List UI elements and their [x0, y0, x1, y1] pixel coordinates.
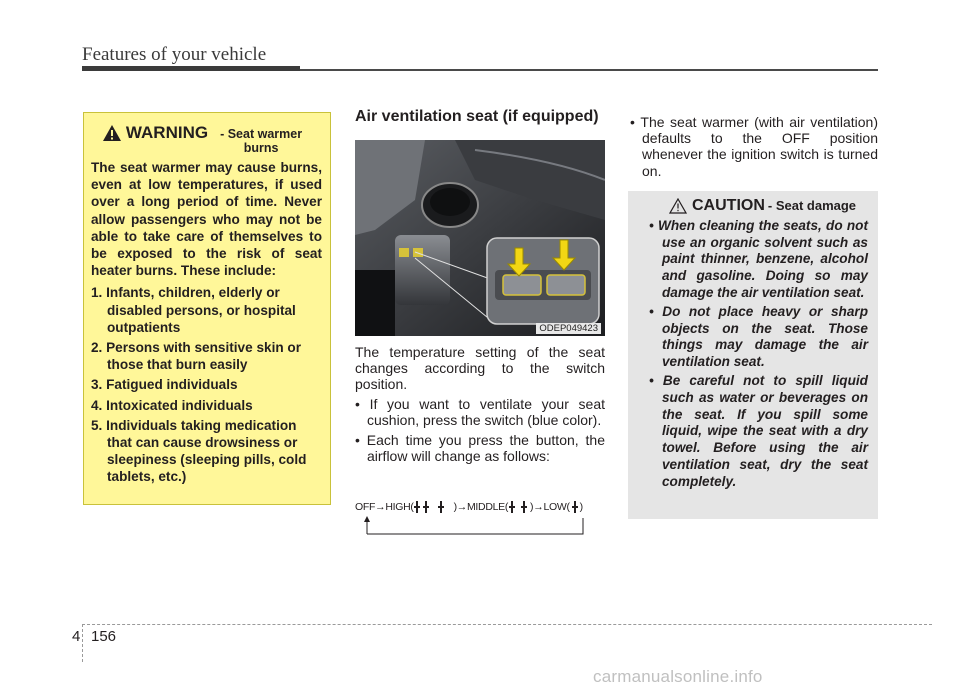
bullet-item: • The seat warmer (with air ventilation) defaults to the OFF position whenever the ignition switch is turned on.: [630, 114, 878, 179]
warning-subtitle: - Seat warmer burns: [220, 127, 303, 155]
warning-header: [91, 123, 322, 155]
bullet-text: If you want to ventilate your seat cushion, press the switch (blue color).: [367, 395, 606, 428]
seq-close: ): [579, 501, 583, 513]
watermark: carmanualsonline.info: [593, 667, 763, 686]
arrow-icon: →: [456, 501, 467, 513]
header-rule: [300, 69, 878, 71]
arrow-icon: →: [533, 501, 544, 513]
caution-item: • When cleaning the seats, do not use an organic solvent such as paint thinner, benzene, alcohol and gasoline. Doing so may damage the air ventilation seat.: [649, 217, 868, 300]
caution-text: When cleaning the seats, do not use an organic solvent such as paint thinner, benzene, alcohol and gasoline. Doing so may damage the air ventilation seat.: [658, 217, 868, 300]
warning-body: The seat warmer may cause burns, even at low temperatures, if used over a long period of time. Never allow passengers who may not be able to take care of themselves to be exposed to the risk of seat heater burns. These include:: [91, 160, 322, 279]
seq-close: ): [530, 501, 534, 513]
footer-rule: [82, 624, 932, 625]
caution-text: Be careful not to spill liquid such as water or beverages on the seat. If you spill some liquid, wipe the seat with a dry towel. Before using the air ventilation seat, dry the seat completely.: [662, 372, 868, 489]
seq-close: ): [453, 501, 457, 513]
caution-title: CAUTION: [692, 197, 765, 214]
fan-level-1-icon: [570, 500, 580, 514]
return-arrow-icon: [359, 514, 589, 536]
list-item: 2. Persons with sensitive skin or those that burn easily: [91, 340, 302, 373]
page-header-title: Features of your vehicle: [82, 44, 267, 65]
fan-level-3-icon: [414, 500, 454, 514]
section-title: Air ventilation seat (if equipped): [355, 108, 599, 125]
console-illustration: [355, 140, 605, 336]
list-item: 4. Intoxicated individuals: [91, 397, 253, 413]
list-item: 1. Infants, children, elderly or disabled persons, or hospital outpatients: [91, 285, 296, 335]
intro-paragraph: The temperature setting of the seat changes according to the switch position.: [355, 344, 605, 393]
caution-subtitle: - Seat damage: [767, 198, 857, 213]
bullet-item: • Each time you press the button, the airflow will change as follows:: [355, 432, 605, 465]
image-code-label: ODEP049423: [536, 323, 601, 334]
seq-middle: MIDDLE(: [466, 501, 509, 513]
fan-level-2-icon: [508, 500, 530, 514]
seq-high: HIGH(: [385, 501, 414, 513]
page-number: 156: [91, 628, 117, 645]
seat-switch-photo: [355, 140, 605, 336]
seq-off: OFF: [355, 501, 376, 513]
caution-item: • Be careful not to spill liquid such as water or beverages on the seat. If you spill some liquid, wipe the seat with a dry towel. Before using the air ventilation seat, dry the seat completely.: [649, 372, 868, 489]
ventilation-text: [355, 344, 605, 468]
right-bullet: [630, 114, 878, 183]
warning-list: [91, 284, 322, 485]
list-item: 3. Fatigued individuals: [91, 377, 238, 393]
bullet-text: The seat warmer (with air ventilation) defaults to the OFF position whenever the ignition switch is turned on.: [640, 114, 878, 179]
warning-box: [83, 112, 331, 505]
caution-icon: [669, 198, 687, 214]
warning-title: WARNING: [125, 123, 209, 142]
bullet-item: • If you want to ventilate your seat cushion, press the switch (blue color).: [355, 395, 606, 428]
bullet-text: Each time you press the button, the airflow will change as follows:: [366, 432, 605, 465]
footer-divider: [82, 624, 83, 662]
caution-box: [628, 191, 878, 519]
seq-low: LOW(: [543, 501, 570, 513]
airflow-sequence: [355, 500, 605, 536]
header-bar: [82, 66, 300, 71]
caution-text: Do not place heavy or sharp objects on the seat. Those things may damage the air ventilation seat.: [662, 303, 868, 370]
caution-header: [639, 198, 868, 215]
list-item: 5. Individuals taking medication that can cause drowsiness or sleepiness (sleeping pills, cold tablets, etc.): [91, 417, 307, 485]
arrow-icon: →: [375, 501, 386, 513]
caution-item: • Do not place heavy or sharp objects on the seat. Those things may damage the air ventilation seat.: [649, 303, 868, 370]
warning-icon: [102, 124, 122, 142]
chapter-number: 4: [72, 628, 81, 645]
